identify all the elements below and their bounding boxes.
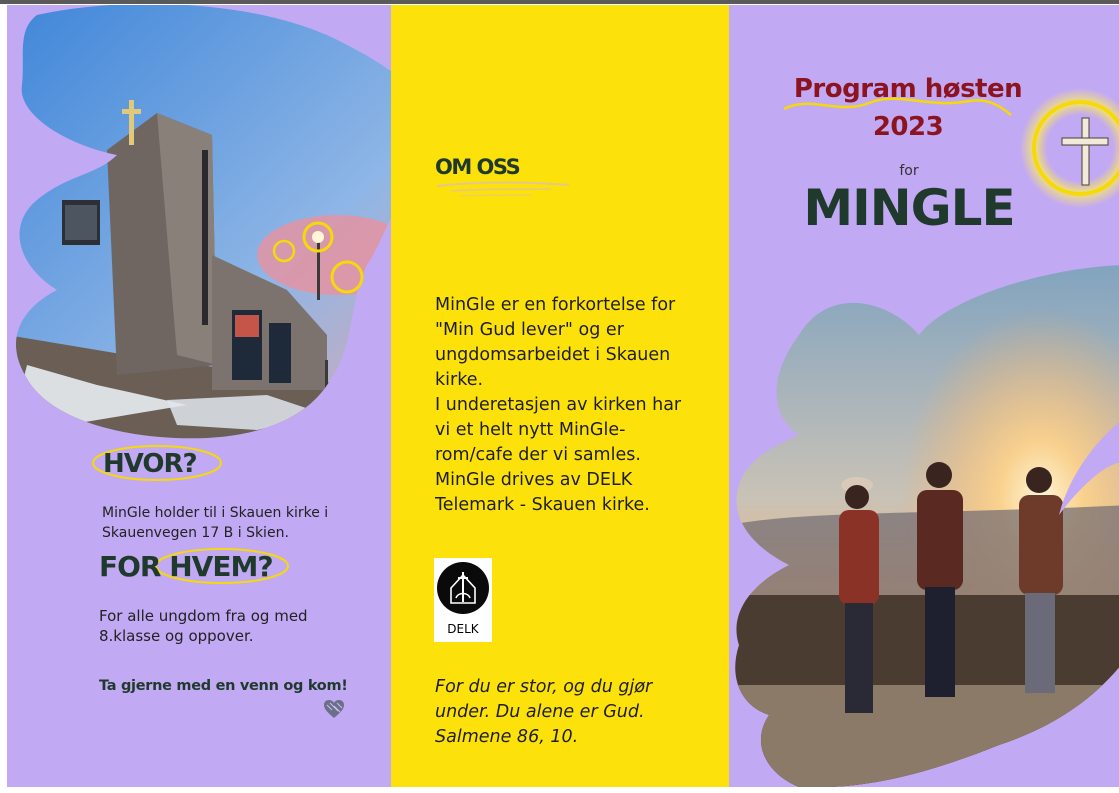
for-label: for <box>899 163 919 179</box>
church-photo <box>7 5 391 787</box>
heart-icon <box>323 699 345 719</box>
left-panel <box>7 5 391 787</box>
mingle-title: MINGLE <box>803 179 1015 237</box>
hvor-text: MinGle holder til i Skauen kirke i Skauenvegen 17 B i Skien. <box>102 505 329 541</box>
forhvem-text: For alle ungdom fra og med 8.klasse og oppover. <box>99 607 308 645</box>
invite-text: Ta gjerne med en venn og kom! <box>99 678 348 694</box>
verse-text: For du er stor, og du gjør under. Du alene er Gud. Salmene 86, 10. <box>435 677 653 747</box>
top-border <box>0 0 1119 4</box>
program-title: Program høsten 2023 <box>793 74 1023 142</box>
hvor-heading: HVOR? <box>103 449 197 479</box>
right-panel <box>729 5 1119 787</box>
forhvem-heading: FOR HVEM? <box>99 550 273 583</box>
middle-panel <box>391 5 729 787</box>
delk-label: DELK <box>447 622 479 636</box>
delk-logo <box>434 558 492 642</box>
delk-emblem-icon <box>434 558 492 620</box>
omoss-heading: OM OSS <box>435 155 520 179</box>
about-text: MinGle er en forkortelse for "Min Gud lever" og er ungdomsarbeidet i Skauen kirke. I underetasjen av kirken har vi et helt nytt MinGle-rom/cafe der vi samles. MinGle drives av DELK Telemark - Skauen kirke. <box>435 295 682 515</box>
